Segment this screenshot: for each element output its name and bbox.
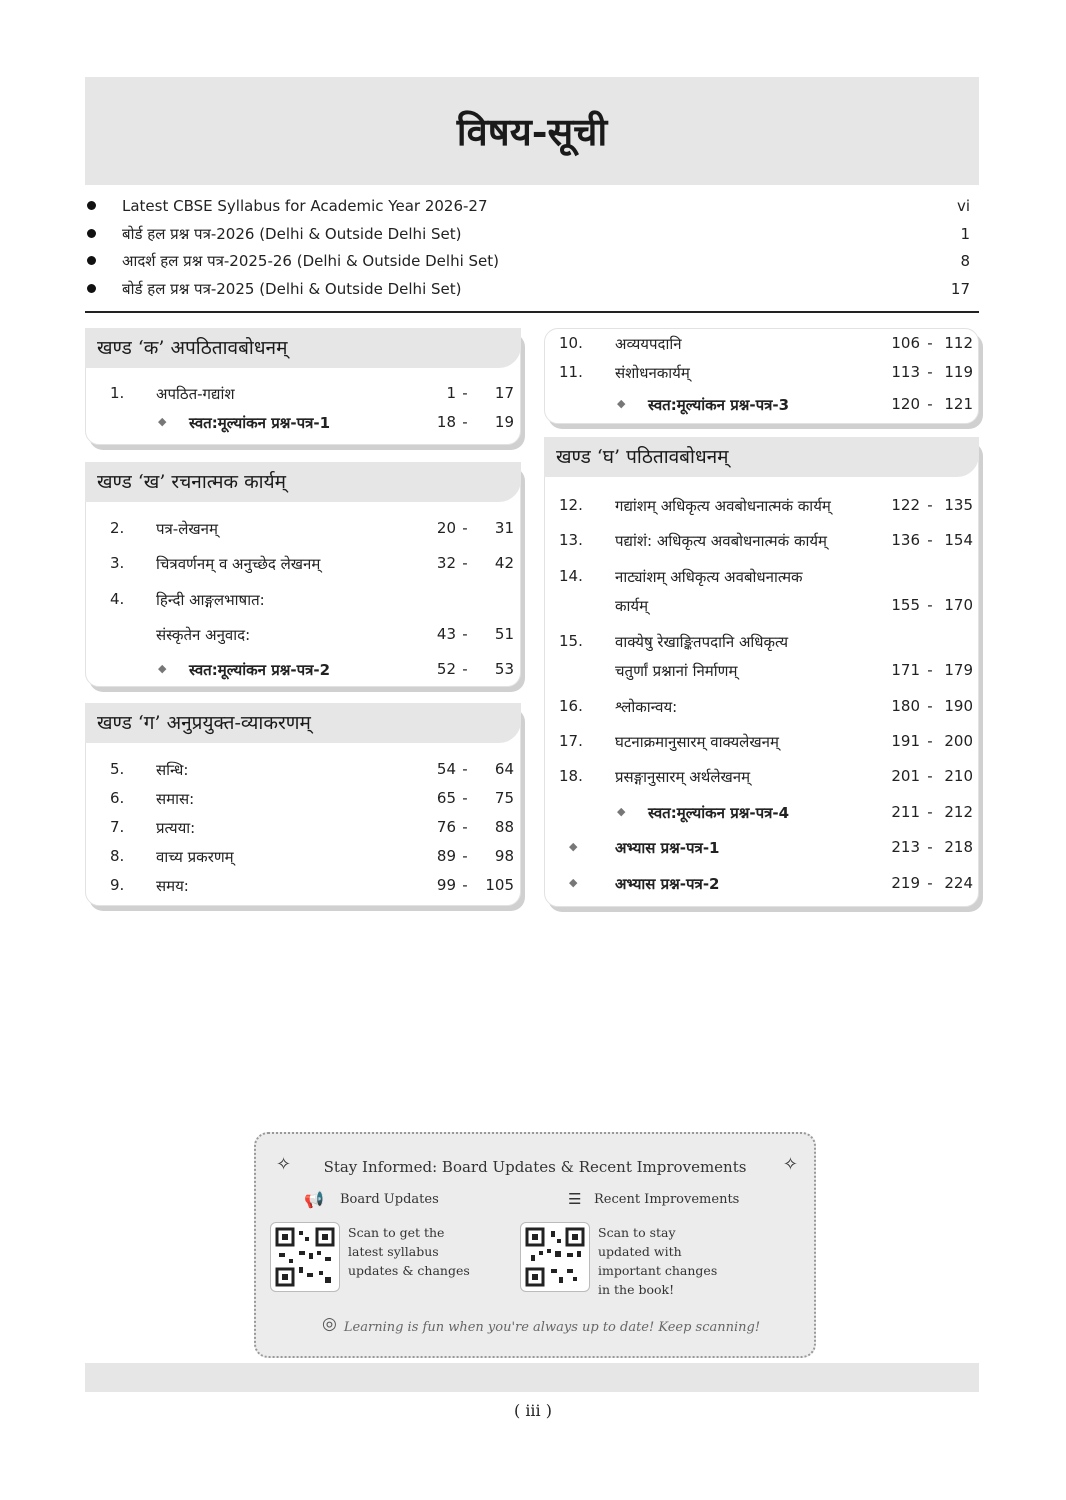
- board-updates-text: Scan to get the latest syllabus updates & changes: [348, 1225, 470, 1278]
- divider: [85, 311, 979, 313]
- diamond-icon: ◆: [158, 415, 167, 428]
- footer-band: [85, 1363, 979, 1392]
- page-title: विषय-सूची: [456, 109, 608, 154]
- bullet-icon: [87, 284, 96, 293]
- section-kha-box: खण्ड ‘ख’ रचनात्मक कार्यम् 2. पत्र-लेखनम् 20 - 31 3. चित्रवर्णनम् व अनुच्छेद लेखनम् 32 - 42 4. हिन्दी आङ्गलभाषात: संस्कृतेन अनुवाद: 43 - 51 ◆ स्वत:मूल्यांकन प्रश्न-पत्र-2 52 - 53: [85, 462, 521, 687]
- sparkle-icon: ✧: [276, 1154, 292, 1175]
- sparkle-icon: ✧: [782, 1154, 798, 1175]
- diamond-icon: ◆: [569, 840, 578, 853]
- page-number: ( iii ): [513, 1401, 552, 1420]
- diamond-icon: ◆: [158, 662, 167, 675]
- stay-informed-box: [254, 1132, 816, 1358]
- section-ga-continued-box: 10. अव्ययपदानि 106 - 112 11. संशोधनकार्यम् 113 - 119 ◆ स्वत:मूल्यांकन प्रश्न-पत्र-3 120 - 121: [544, 328, 979, 424]
- section-heading: खण्ड ‘ग’ अनुप्रयुक्त-व्याकरणम्: [85, 703, 521, 743]
- board-updates-qr[interactable]: [270, 1222, 340, 1292]
- target-icon: ◎: [322, 1314, 337, 1334]
- stay-informed-title: Stay Informed: Board Updates & Recent Improvements: [323, 1158, 747, 1176]
- list-icon: ☰: [568, 1190, 582, 1208]
- recent-improvements-qr[interactable]: [520, 1222, 590, 1292]
- recent-improvements-text: Scan to stay updated with important changes in the book!: [598, 1225, 718, 1297]
- qr-code-icon: [271, 1223, 339, 1291]
- megaphone-icon: 📢: [304, 1190, 324, 1209]
- section-heading: खण्ड ‘ख’ रचनात्मक कार्यम्: [85, 462, 521, 502]
- board-updates-label: Board Updates: [340, 1192, 439, 1207]
- front-matter-list: [85, 193, 979, 303]
- section-ga-box: खण्ड ‘ग’ अनुप्रयुक्त-व्याकरणम् 5. सन्धि: 54 - 64 6. समास: 65 - 75 7. प्रत्यया: 76 - 88 8. वाच्य प्रकरणम् 89 - 98 9. समय: 99 - 105: [85, 703, 521, 906]
- diamond-icon: ◆: [569, 876, 578, 889]
- list-item[interactable]: Latest CBSE Syllabus for Academic Year 2026-27 vi: [85, 193, 979, 221]
- diamond-icon: ◆: [617, 397, 626, 410]
- bullet-icon: [87, 229, 96, 238]
- list-item[interactable]: बोर्ड हल प्रश्न पत्र-2025 (Delhi & Outside Delhi Set) 17: [85, 276, 979, 304]
- qr-code-icon: [521, 1223, 589, 1291]
- recent-improvements-label: Recent Improvements: [594, 1192, 740, 1207]
- bullet-icon: [87, 201, 96, 210]
- title-band: [85, 77, 979, 185]
- bullet-icon: [87, 256, 96, 265]
- section-heading: खण्ड ‘घ’ पठितावबोधनम्: [544, 437, 979, 477]
- section-ka-box: खण्ड ‘क’ अपठितावबोधनम् 1. अपठित-गद्यांश 1 - 17 ◆ स्वत:मूल्यांकन प्रश्न-पत्र-1 18 - 19: [85, 328, 521, 445]
- section-gha-box: खण्ड ‘घ’ पठितावबोधनम् 12. गद्यांशम् अधिकृत्य अवबोधनात्मकं कार्यम् 122 - 135 13. पद्यांशं: अधिकृत्य अवबोधनात्मकं कार्यम् 136 - 154 14. नाट्यांशम् अधिकृत्य अवबोधनात्मक कार्यम् 155 - 170 15. वाक्येषु रेखाङ्कितपदानि अधिकृत्य चतुर्णां प्रश्नानां निर्माणम् 171 - 179 16. श्लोकान्वय: 180 - 190 17. घटनाक्रमानुसारम् वाक्यलेखनम् 191 - 200 18. प्रसङ्गानुसारम् अर्थलेखनम् 201 - 210 ◆ स्वत:मूल्यांकन प्रश्न-पत्र-4 211 - 212 ◆ अभ्यास प्रश्न-पत्र-1 213 - 218 ◆ अभ्यास प्रश्न-पत्र-2 219 - 224: [544, 437, 979, 907]
- list-item[interactable]: आदर्श हल प्रश्न पत्र-2025-26 (Delhi & Outside Delhi Set) 8: [85, 248, 979, 276]
- diamond-icon: ◆: [617, 805, 626, 818]
- tagline: Learning is fun when you're always up to date! Keep scanning!: [343, 1320, 761, 1335]
- section-heading: खण्ड ‘क’ अपठितावबोधनम्: [85, 328, 521, 368]
- list-item[interactable]: बोर्ड हल प्रश्न पत्र-2026 (Delhi & Outside Delhi Set) 1: [85, 221, 979, 249]
